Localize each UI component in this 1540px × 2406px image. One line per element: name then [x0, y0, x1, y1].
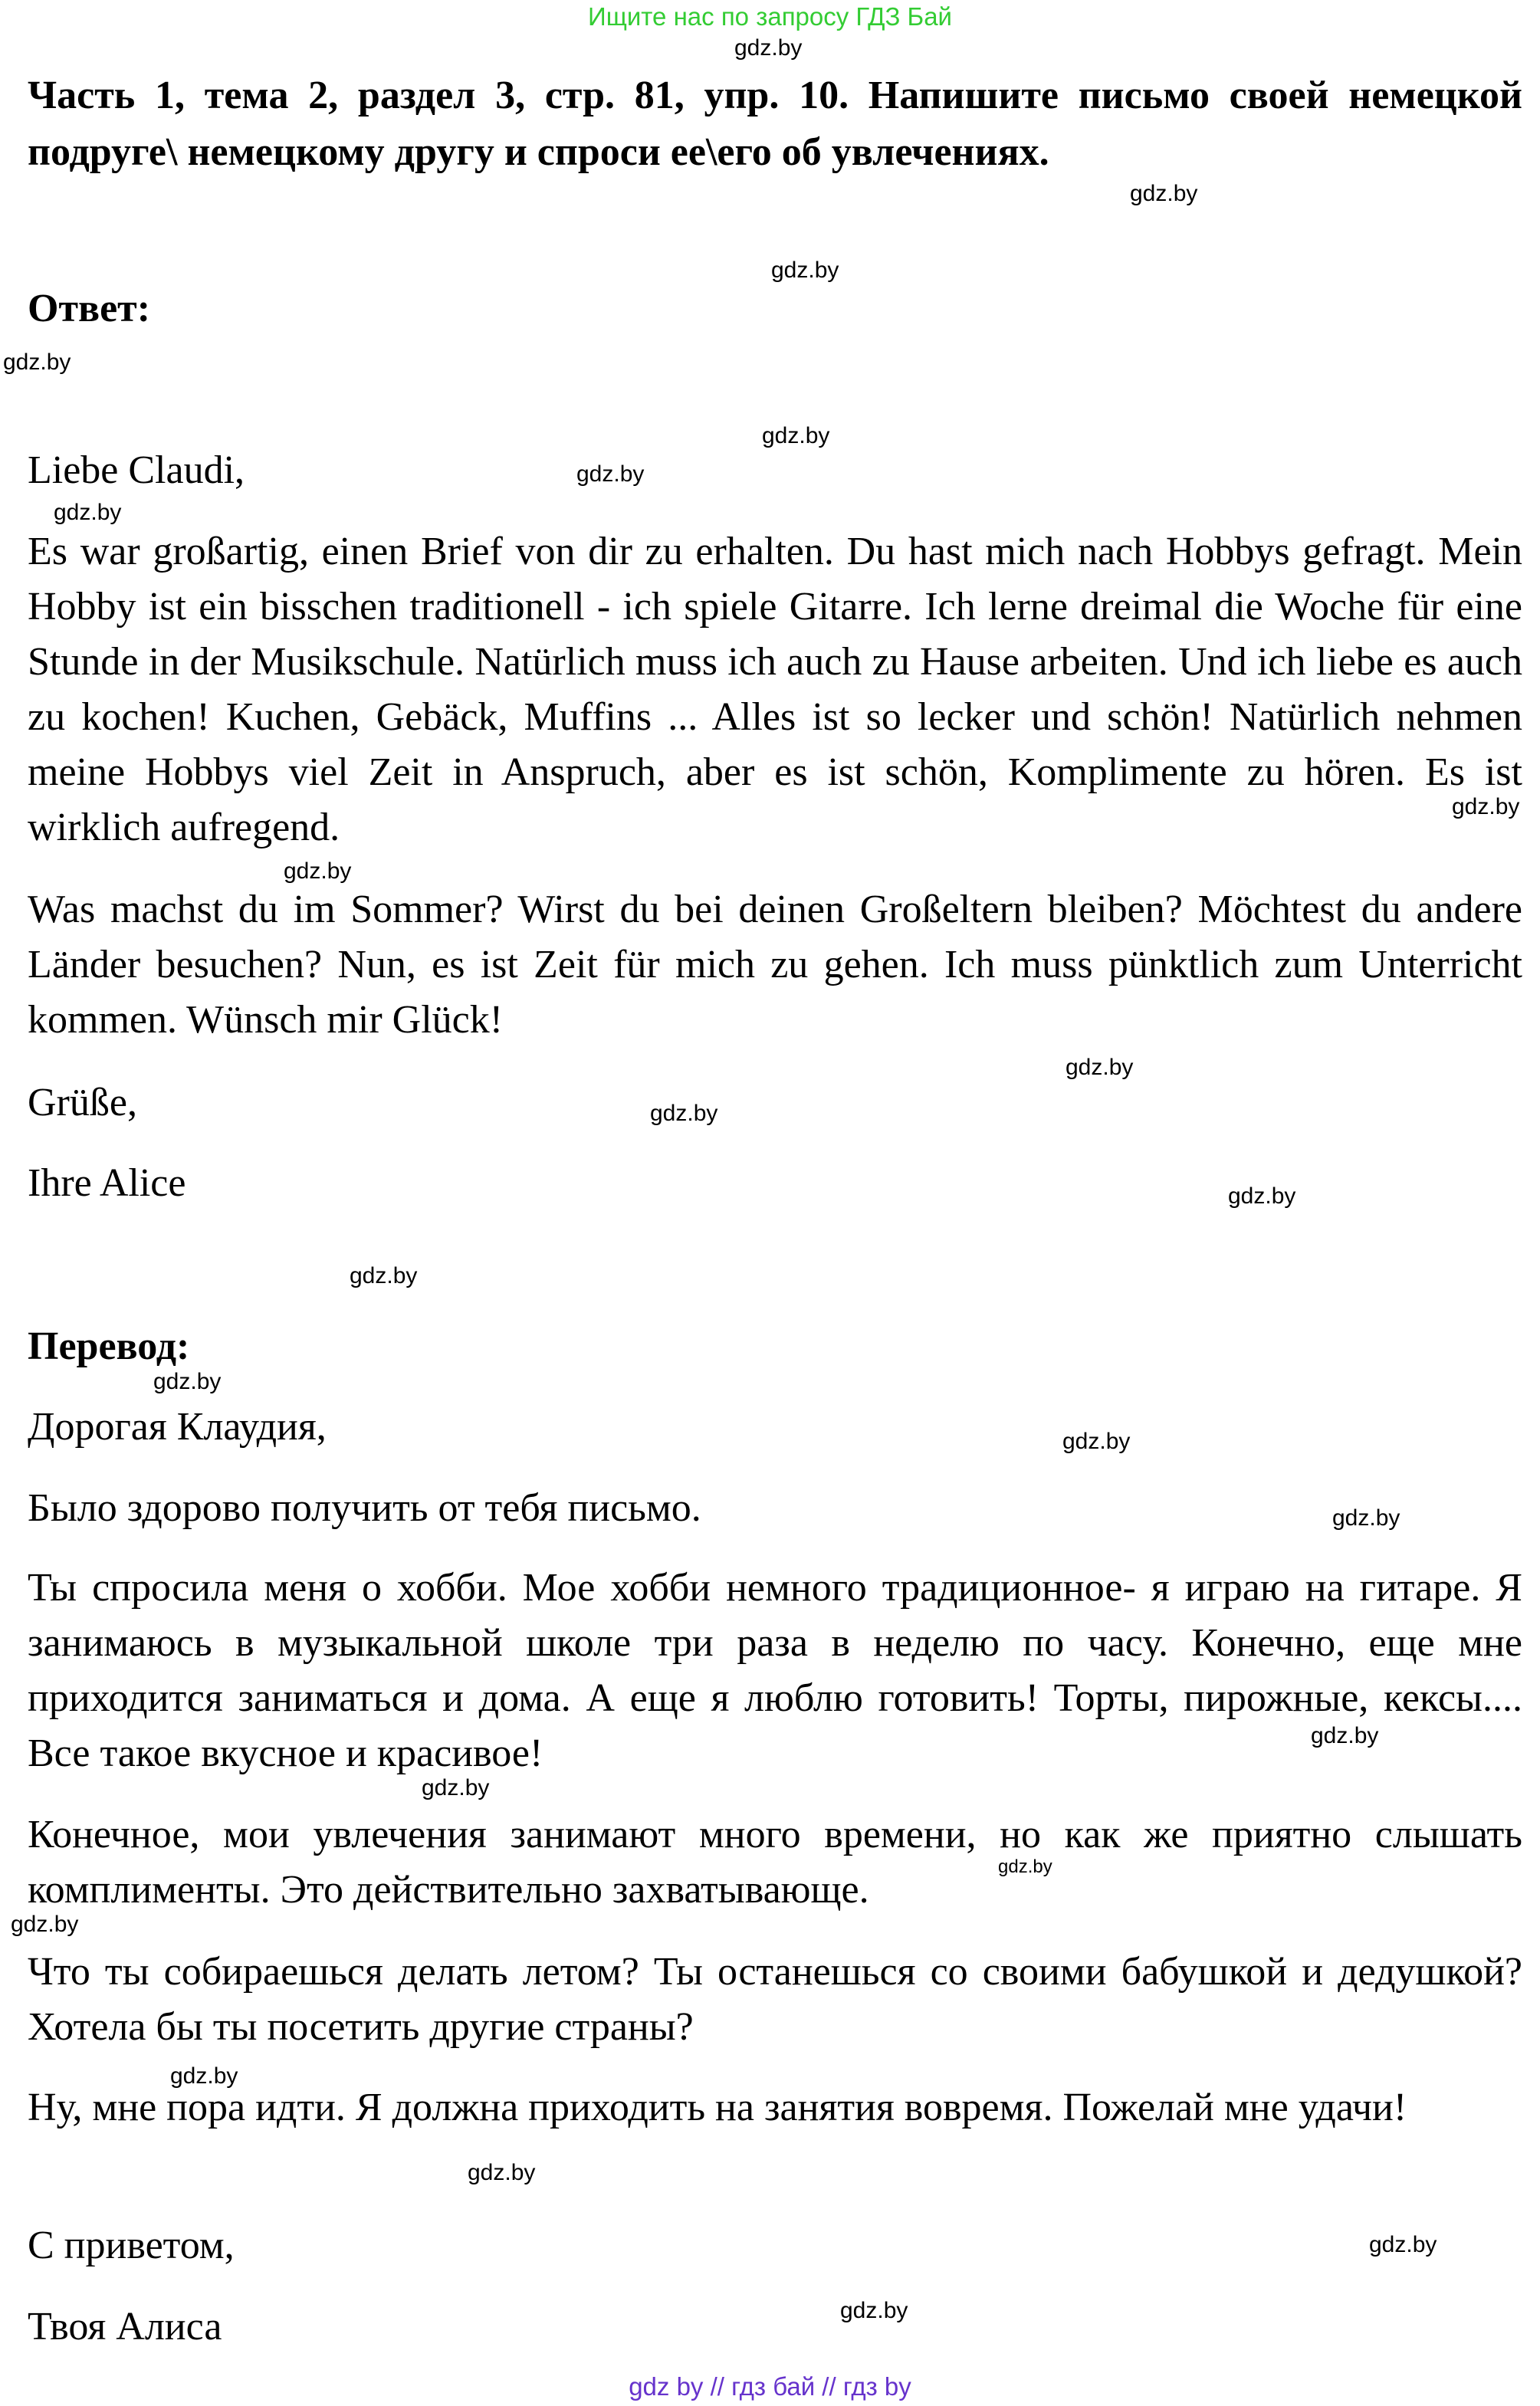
watermark: gdz.by — [422, 1775, 490, 1800]
answer-label: Ответ: — [28, 287, 151, 330]
top-banner: Ищите нас по запросу ГДЗ Бай — [588, 2, 952, 31]
watermark: gdz.by — [1062, 1429, 1131, 1454]
watermark: gdz.by — [350, 1263, 418, 1288]
letter-paragraph-1: Es war großartig, einen Brief von dir zu erhalten. Du hast mich nach Hobbys gefragt. Mein Hobby ist ein bisschen traditionell - ich spiele Gitarre. Ich lerne dreimal die Woche für eine Stunde in der Musikschule. Natürlich muss ich auch zu Hause arbeiten. Und ich liebe es auch zu kochen! Kuchen, Gebäck, Muffins ... Alles ist so lecker und schön! Natürlich nehmen meine Hobbys viel Zeit in Anspruch, aber es ist schön, Komplimente zu hören. Es ist wirklich aufregend. — [28, 530, 1522, 849]
letter-paragraph-2: Was machst du im Sommer? Wirst du bei deinen Großeltern bleiben? Möchtest du andere Länder besuchen? Nun, es ist Zeit für mich zu gehen. Ich muss pünktlich zum Unterricht kommen. Wünsch mir Glück! — [28, 888, 1522, 1042]
task-heading: Часть 1, тема 2, раздел 3, стр. 81, упр. 10. Напишите письмо своей немецкой подруге\ немецкому другу и спроси ее\его об увлечениях. — [28, 74, 1522, 174]
watermark: gdz.by — [3, 350, 71, 375]
watermark: gdz.by — [170, 2063, 238, 2089]
watermark: gdz.by — [734, 35, 803, 61]
watermark: gdz.by — [54, 500, 122, 525]
watermark: gdz.by — [1452, 794, 1520, 819]
watermark: gdz.by — [1130, 181, 1198, 206]
translation-line-1: Было здорово получить от тебя письмо. — [28, 1486, 701, 1530]
translation-paragraph-4: Ну, мне пора идти. Я должна приходить на занятия вовремя. Пожелай мне удачи! — [28, 2086, 1407, 2129]
translation-paragraph-2: Конечное, мои увлечения занимают много времени, но как же приятно слышать комплименты. Это действительно захватывающе. — [28, 1813, 1522, 1912]
watermark: gdz.by — [1228, 1183, 1296, 1209]
watermark: gdz.by — [11, 1912, 79, 1937]
watermark: gdz.by — [468, 2160, 536, 2185]
letter-signature: Ihre Alice — [28, 1161, 186, 1205]
watermark: gdz.by — [576, 461, 645, 487]
watermark: gdz.by — [1066, 1055, 1134, 1080]
letter-greeting: Liebe Claudi, — [28, 448, 245, 492]
watermark: gdz.by — [1332, 1505, 1400, 1531]
bottom-banner: gdz by // гдз бай // гдз by — [629, 2372, 911, 2401]
translation-label: Перевод: — [28, 1324, 190, 1368]
translation-paragraph-1: Ты спросила меня о хобби. Мое хобби немного традиционное- я играю на гитаре. Я занимаюсь в музыкальной школе три раза в неделю по часу. Конечно, еще мне приходится заниматься и дома. А еще я люблю готовить! Торты, пирожные, кексы.... Все такое вкусное и красивое! — [28, 1566, 1522, 1775]
translation-signature: Твоя Алиса — [28, 2305, 222, 2349]
letter-closing: Grüße, — [28, 1081, 137, 1124]
translation-paragraph-3: Что ты собираешься делать летом? Ты останешься со своими бабушкой и дедушкой? Хотела бы ты посетить другие страны? — [28, 1950, 1522, 2049]
watermark: gdz.by — [284, 858, 352, 884]
watermark: gdz.by — [998, 1856, 1052, 1877]
watermark: gdz.by — [840, 2298, 908, 2323]
watermark: gdz.by — [1311, 1723, 1379, 1748]
watermark: gdz.by — [762, 423, 830, 448]
watermark: gdz.by — [153, 1369, 222, 1394]
watermark: gdz.by — [1369, 2232, 1437, 2257]
watermark: gdz.by — [650, 1101, 718, 1126]
watermark: gdz.by — [771, 258, 839, 283]
translation-closing: С приветом, — [28, 2224, 235, 2267]
translation-greeting: Дорогая Клаудия, — [28, 1405, 327, 1449]
